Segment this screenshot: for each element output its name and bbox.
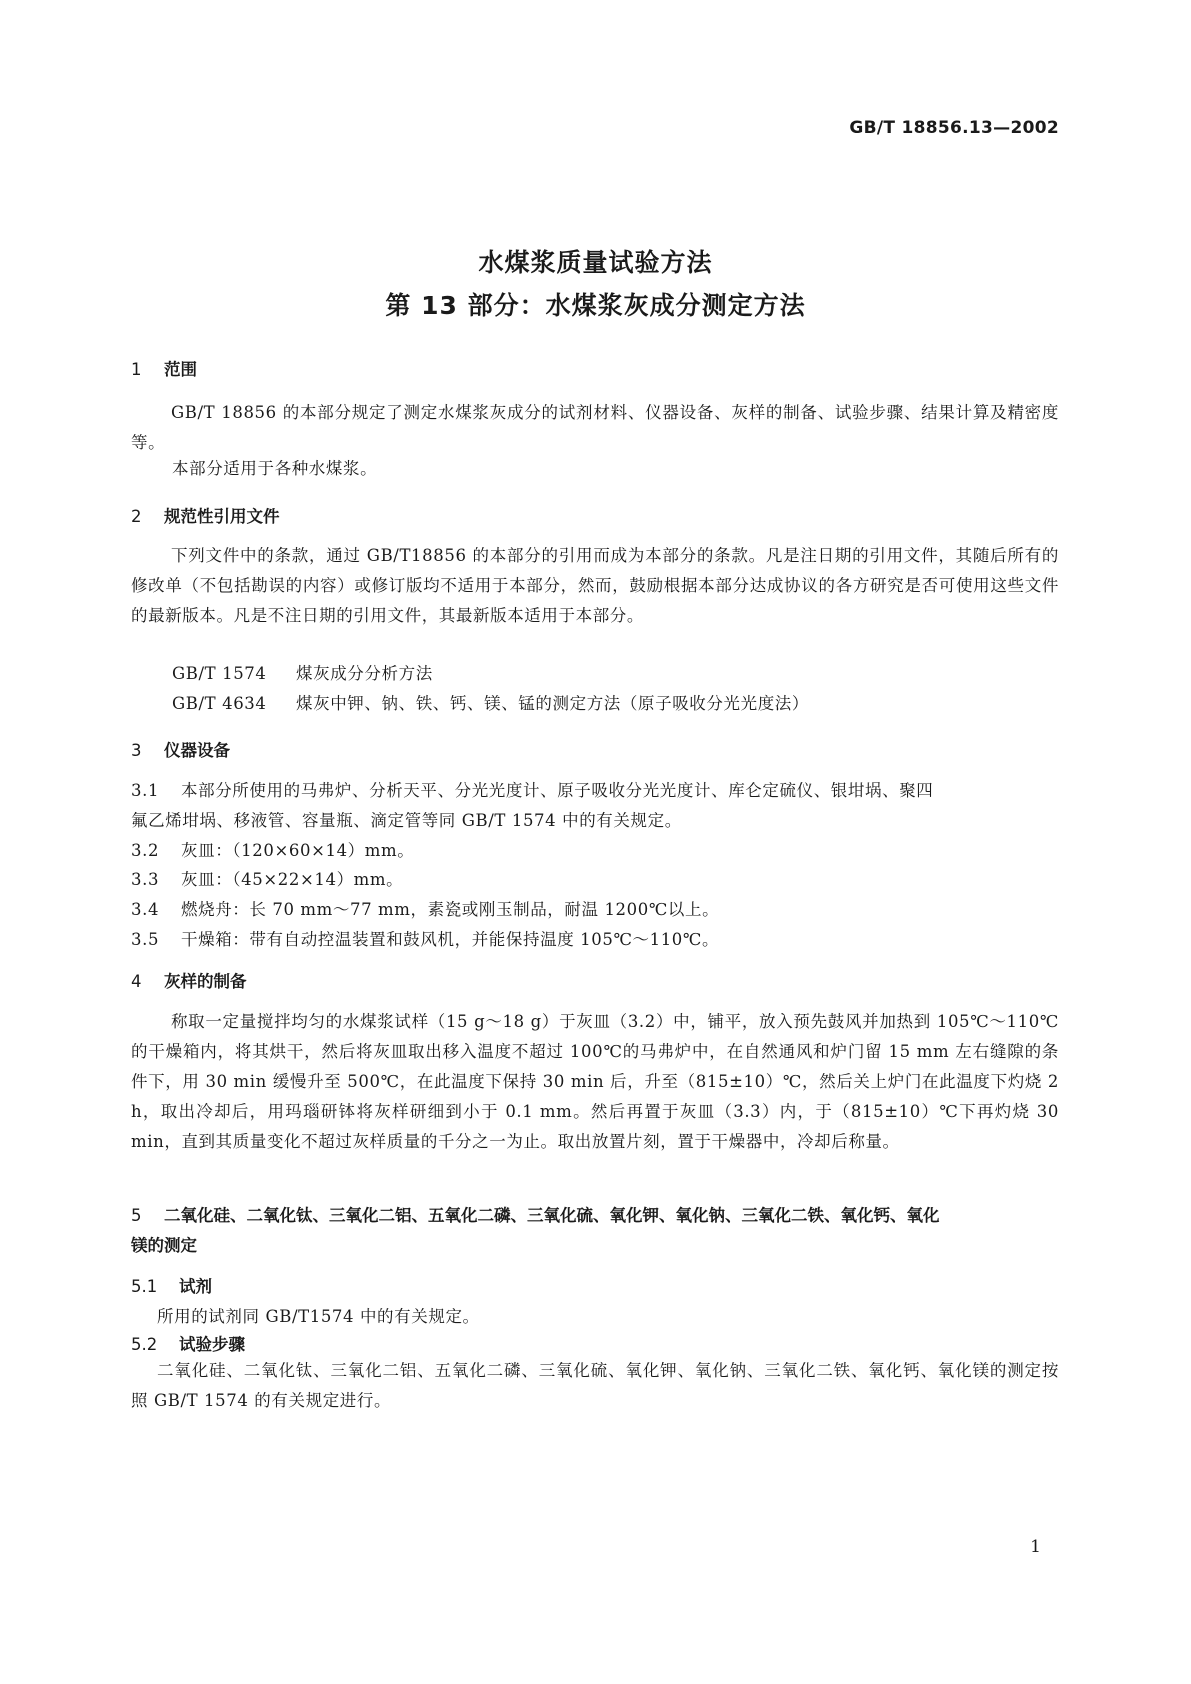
clause-3-3 (131, 866, 403, 890)
clause-text: 灰皿：（45×22×14）mm。 (181, 870, 404, 889)
clause-3-5 (131, 926, 719, 950)
section-4-heading (131, 968, 247, 992)
section-title-continued: 镁的测定 (131, 1236, 197, 1255)
clause-text: 本部分所使用的马弗炉、分析天平、分光光度计、原子吸收分光光度计、库仑定硫仪、银坩埚、聚四 (181, 781, 934, 800)
section-5-heading (131, 1201, 1061, 1261)
document-title: 水煤浆质量试验方法 (478, 248, 713, 277)
clause-number: 3.1 (131, 781, 160, 800)
clause-3-1 (131, 777, 933, 801)
section-1-paragraph-1: GB/T 18856 的本部分规定了测定水煤浆灰成分的试剂材料、仪器设备、灰样的制备、试验步骤、结果计算及精密度等。 (131, 403, 1059, 452)
section-number: 1 (131, 360, 142, 379)
section-4-paragraph-1: 称取一定量搅拌均匀的水煤浆试样（15 g～18 g）于灰皿（3.2）中，铺平，放入预先鼓风并加热到 105℃～110℃的干燥箱内，将其烘干，然后将灰皿取出移入温度不超过 100℃的马弗炉中，在自然通风和炉门留 15 mm 左右缝隙的条件下，用 30 min 缓慢升至 500℃，在此温度下保持 30 min 后，升至（815±10）℃，然后关上炉门在此温度下灼烧 2 h，取出冷却后，用玛瑙研钵将灰样研细到小于 0.1 mm。然后再置于灰皿（3.3）内，于（815±10）℃下再灼烧 30 min，直到其质量变化不超过灰样质量的千分之一为止。取出放置片刻，置于干燥器中，冷却后称量。 (131, 1012, 1059, 1151)
reference-item (172, 690, 809, 714)
clause-3-4 (131, 896, 719, 920)
section-2-paragraph-1: 下列文件中的条款，通过 GB/T18856 的本部分的引用而成为本部分的条款。凡是注日期的引用文件，其随后所有的修改单（不包括勘误的内容）或修订版均不适用于本部分，然而，鼓励根据本部分达成协议的各方研究是否可使用这些文件的最新版本。凡是不注日期的引用文件，其最新版本适用于本部分。 (131, 546, 1059, 625)
clause-number: 3.2 (131, 841, 160, 860)
reference-title: 煤灰中钾、钠、铁、钙、镁、锰的测定方法（原子吸收分光光度法） (296, 694, 809, 713)
clause-number: 3.5 (131, 930, 160, 949)
section-title: 二氧化硅、二氧化钛、三氧化二铝、五氧化二磷、三氧化硫、氧化钾、氧化钠、三氧化二铁、氧化钙、氧化 (164, 1206, 940, 1225)
section-number: 4 (131, 972, 142, 991)
section-title: 灰样的制备 (164, 972, 247, 991)
standard-number: GB/T 18856.13—2002 (849, 118, 1059, 138)
clause-number: 3.3 (131, 870, 160, 889)
reference-code: GB/T 1574 (172, 664, 267, 683)
section-number: 3 (131, 741, 142, 760)
reference-item (172, 660, 433, 684)
subsection-5-1-text: 所用的试剂同 GB/T1574 中的有关规定。 (157, 1307, 480, 1326)
reference-title: 煤灰成分分析方法 (296, 664, 433, 683)
clause-text: 燃烧舟：长 70 mm～77 mm，素瓷或刚玉制品，耐温 1200℃以上。 (181, 900, 720, 919)
section-title: 规范性引用文件 (164, 507, 280, 526)
subsection-5-1-heading (131, 1273, 212, 1297)
subsection-number: 5.1 (131, 1277, 158, 1296)
section-1-paragraph-2: 本部分适用于各种水煤浆。 (172, 459, 378, 478)
section-title: 范围 (164, 360, 197, 379)
section-1-heading (131, 356, 197, 380)
section-title: 仪器设备 (164, 741, 230, 760)
reference-code: GB/T 4634 (172, 694, 267, 713)
page-number: 1 (1030, 1537, 1041, 1557)
section-number: 5 (131, 1206, 142, 1225)
clause-3-1-continued: 氟乙烯坩埚、移液管、容量瓶、滴定管等同 GB/T 1574 中的有关规定。 (131, 811, 682, 830)
clause-text: 干燥箱：带有自动控温装置和鼓风机，并能保持温度 105℃～110℃。 (181, 930, 720, 949)
subsection-5-2-heading (131, 1331, 245, 1355)
clause-3-2 (131, 837, 414, 861)
clause-text: 灰皿：（120×60×14）mm。 (181, 841, 415, 860)
section-2-heading (131, 503, 280, 527)
subsection-title: 试验步骤 (179, 1335, 245, 1354)
subsection-title: 试剂 (179, 1277, 212, 1296)
section-3-heading (131, 737, 230, 761)
section-number: 2 (131, 507, 142, 526)
subsection-5-2-text: 二氧化硅、二氧化钛、三氧化二铝、五氧化二磷、三氧化硫、氧化钾、氧化钠、三氧化二铁、氧化钙、氧化镁的测定按照 GB/T 1574 的有关规定进行。 (131, 1361, 1059, 1410)
clause-number: 3.4 (131, 900, 160, 919)
document-subtitle: 第 13 部分：水煤浆灰成分测定方法 (385, 291, 806, 320)
subsection-number: 5.2 (131, 1335, 158, 1354)
